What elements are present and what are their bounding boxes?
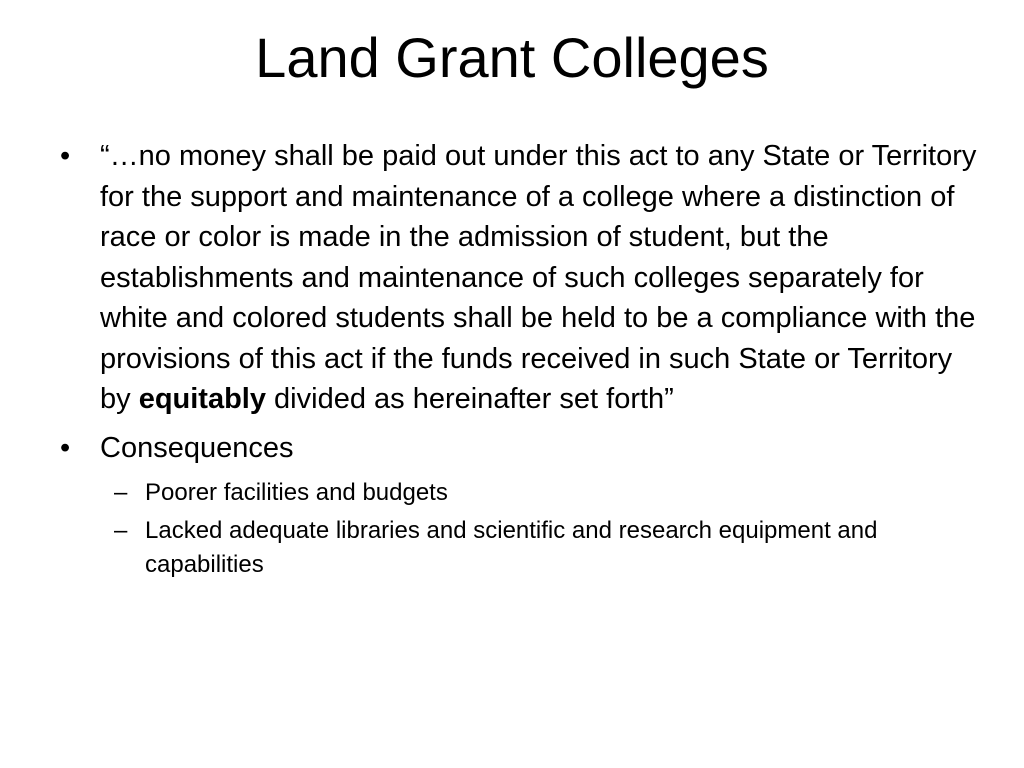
slide-title: Land Grant Colleges	[255, 26, 769, 89]
quote-text-after: divided as hereinafter set forth”	[266, 383, 674, 415]
sub-item-text: Lacked adequate libraries and scientific and research equipment and capabilities	[145, 517, 878, 578]
quote-text-before: “…no money shall be paid out under this act to any State or Territory for the support and maintenance of a college where a distinction of race or color is made in the admission of student, but the establishments and maintenance of such colleges separately for white and colored students shall be held to be a compliance with the provisions of this act if the funds received in such State or Territory by	[100, 140, 977, 415]
consequences-text: Consequences	[100, 431, 294, 464]
sub-item-text: Poorer facilities and budgets	[145, 479, 448, 506]
bullet-marker: •	[60, 431, 71, 464]
sub-item-libraries	[60, 514, 980, 582]
quote-bold-word: equitably	[138, 383, 266, 415]
bullet-marker: •	[60, 140, 71, 172]
bullet-consequences	[60, 428, 980, 469]
sub-marker: –	[114, 517, 128, 544]
bullet-quote	[60, 136, 980, 420]
sub-item-facilities	[60, 476, 980, 510]
slide-body	[60, 136, 980, 582]
sub-marker: –	[114, 479, 128, 506]
